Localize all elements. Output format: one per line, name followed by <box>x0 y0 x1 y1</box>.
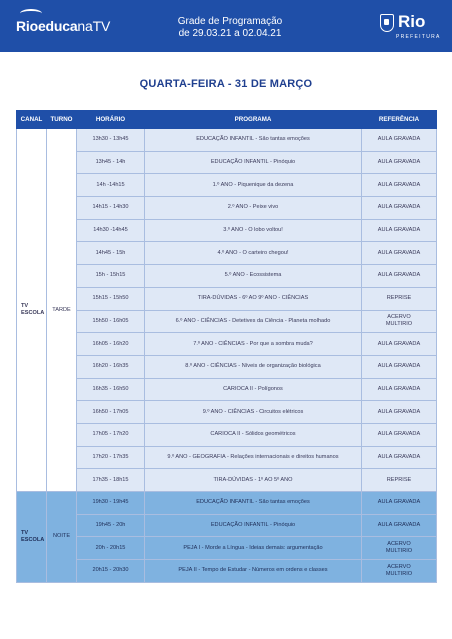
programa-cell: TIRA-DÚVIDAS - 6º AO 9º ANO - CIÊNCIAS <box>145 287 362 310</box>
turno-cell: TARDE <box>47 129 77 492</box>
horario-cell: 17h35 - 18h15 <box>77 469 145 492</box>
referencia-line1: ACERVO <box>387 563 411 570</box>
table-row <box>17 265 437 288</box>
logo-word: Rio <box>398 12 426 31</box>
referencia-line1: ACERVO <box>387 314 411 321</box>
horario-cell: 14h -14h15 <box>77 174 145 197</box>
programa-cell: PEJA I - Morde a Língua - Ideias demais: argumentação <box>145 537 362 560</box>
referencia-line1: AULA GRAVADA <box>377 363 421 370</box>
referencia-line1: AULA GRAVADA <box>377 272 421 279</box>
shield-icon <box>380 14 394 32</box>
referencia-cell <box>362 197 437 220</box>
programa-cell: CARIOCA II - Sólidos geométricos <box>145 423 362 446</box>
canal-line1: TV <box>21 529 29 536</box>
horario-cell: 15h50 - 16h05 <box>77 310 145 333</box>
horario-cell: 20h - 20h15 <box>77 537 145 560</box>
referencia-cell <box>362 219 437 242</box>
programa-cell: 4.º ANO - O carteiro chegou! <box>145 242 362 265</box>
referencia-line1: AULA GRAVADA <box>377 136 421 143</box>
header-horario: HORÁRIO <box>77 111 145 129</box>
table-row <box>17 423 437 446</box>
schedule-title <box>150 16 310 40</box>
referencia-cell <box>362 333 437 356</box>
table-row <box>17 492 437 515</box>
horario-cell: 16h20 - 16h35 <box>77 355 145 378</box>
programa-cell: EDUCAÇÃO INFANTIL - Pinóquio <box>145 151 362 174</box>
horario-cell: 14h45 - 15h <box>77 242 145 265</box>
referencia-line2: MULTIRIO <box>385 570 413 577</box>
table-row <box>17 401 437 424</box>
canal-cell <box>17 492 47 583</box>
programa-cell: 7.º ANO - CIÊNCIAS - Por que a sombra muda? <box>145 333 362 356</box>
table-row <box>17 560 437 583</box>
day-title: QUARTA-FEIRA - 31 DE MARÇO <box>139 78 313 90</box>
horario-cell: 13h45 - 14h <box>77 151 145 174</box>
referencia-cell <box>362 514 437 537</box>
header-referencia: REFERÊNCIA <box>362 111 437 129</box>
referencia-line1: AULA GRAVADA <box>377 249 421 256</box>
table-row <box>17 514 437 537</box>
table-row <box>17 469 437 492</box>
programa-cell: TIRA-DÚVIDAS - 1º AO 5º ANO <box>145 469 362 492</box>
programa-cell: EDUCAÇÃO INFANTIL - São tantas emoções <box>145 129 362 152</box>
programa-cell: 5.º ANO - Ecossistema <box>145 265 362 288</box>
referencia-cell <box>362 446 437 469</box>
referencia-line2: MULTIRIO <box>385 548 413 555</box>
table-row <box>17 537 437 560</box>
referencia-cell <box>362 151 437 174</box>
referencia-line1: AULA GRAVADA <box>377 385 421 392</box>
horario-cell: 14h30 -14h45 <box>77 219 145 242</box>
table-row <box>17 129 437 152</box>
brand-bold: Rioeduca <box>16 18 78 34</box>
schedule-table <box>16 110 437 583</box>
header-banner <box>0 0 452 52</box>
programa-cell: 3.º ANO - O lobo voltou! <box>145 219 362 242</box>
referencia-line1: ACERVO <box>387 541 411 548</box>
programa-cell: EDUCAÇÃO INFANTIL - Pinóquio <box>145 514 362 537</box>
turno-cell: NOITE <box>47 492 77 583</box>
table-row <box>17 174 437 197</box>
referencia-cell <box>362 537 437 560</box>
referencia-line1: REPRISE <box>386 295 412 302</box>
referencia-line1: AULA GRAVADA <box>377 522 421 529</box>
table-row <box>17 197 437 220</box>
programa-cell: 1.º ANO - Piquenique da dezena <box>145 174 362 197</box>
prefeitura-logo <box>380 12 440 42</box>
referencia-line2: MULTIRIO <box>385 321 413 328</box>
table-row <box>17 151 437 174</box>
referencia-line1: AULA GRAVADA <box>377 431 421 438</box>
horario-cell: 20h15 - 20h30 <box>77 560 145 583</box>
canal-line2: ESCOLA <box>21 310 45 316</box>
referencia-cell <box>362 492 437 515</box>
canal-cell <box>17 129 47 492</box>
horario-cell: 16h35 - 16h50 <box>77 378 145 401</box>
referencia-cell <box>362 378 437 401</box>
programa-cell: 8.º ANO - CIÊNCIAS - Níveis de organização biológica <box>145 355 362 378</box>
header-turno: TURNO <box>47 111 77 129</box>
table-row <box>17 242 437 265</box>
table-row <box>17 333 437 356</box>
table-row <box>17 310 437 333</box>
referencia-line1: AULA GRAVADA <box>377 204 421 211</box>
referencia-line1: AULA GRAVADA <box>377 340 421 347</box>
referencia-line1: AULA GRAVADA <box>377 227 421 234</box>
referencia-line1: AULA GRAVADA <box>377 408 421 415</box>
referencia-cell <box>362 423 437 446</box>
canal-line2: ESCOLA <box>21 536 45 543</box>
horario-cell: 15h - 15h15 <box>77 265 145 288</box>
brand-light: naTV <box>77 18 111 34</box>
referencia-line1: REPRISE <box>386 476 412 483</box>
table-header-row <box>17 111 437 129</box>
referencia-cell <box>362 355 437 378</box>
programa-cell: 2.º ANO - Peixe vivo <box>145 197 362 220</box>
table-row <box>17 219 437 242</box>
programa-cell: 9.º ANO - GEOGRAFIA - Relações internacionais e direitos humanos <box>145 446 362 469</box>
canal-line1: TV <box>21 303 29 309</box>
brand-logo <box>16 18 110 34</box>
horario-cell: 15h15 - 15h50 <box>77 287 145 310</box>
horario-cell: 19h45 - 20h <box>77 514 145 537</box>
brand-arc-icon <box>20 9 42 18</box>
referencia-cell <box>362 310 437 333</box>
referencia-cell <box>362 469 437 492</box>
logo-subtitle: PREFEITURA <box>396 34 441 40</box>
programa-cell: PEJA II - Tempo de Estudar - Números em ordens e classes <box>145 560 362 583</box>
referencia-line1: AULA GRAVADA <box>377 181 421 188</box>
referencia-cell <box>362 287 437 310</box>
referencia-cell <box>362 560 437 583</box>
programa-cell: EDUCAÇÃO INFANTIL - São tantas emoções <box>145 492 362 515</box>
referencia-line1: AULA GRAVADA <box>377 159 421 166</box>
programa-cell: 6.º ANO - CIÊNCIAS - Detetives da Ciência - Planeta molhado <box>145 310 362 333</box>
horario-cell: 13h30 - 13h45 <box>77 129 145 152</box>
referencia-cell <box>362 174 437 197</box>
horario-cell: 17h05 - 17h20 <box>77 423 145 446</box>
referencia-cell <box>362 401 437 424</box>
table-row <box>17 446 437 469</box>
programa-cell: 9.º ANO - CIÊNCIAS - Circuitos elétricos <box>145 401 362 424</box>
programa-cell: CARIOCA II - Polígonos <box>145 378 362 401</box>
referencia-cell <box>362 129 437 152</box>
schedule-title-line1: Grade de Programação <box>177 16 283 27</box>
referencia-cell <box>362 242 437 265</box>
horario-cell: 16h50 - 17h05 <box>77 401 145 424</box>
referencia-line1: AULA GRAVADA <box>377 499 421 506</box>
referencia-cell <box>362 265 437 288</box>
noite-section <box>17 492 437 583</box>
horario-cell: 19h30 - 19h45 <box>77 492 145 515</box>
table-row <box>17 355 437 378</box>
horario-cell: 17h20 - 17h35 <box>77 446 145 469</box>
table-row <box>17 287 437 310</box>
header-programa: PROGRAMA <box>145 111 362 129</box>
table-row <box>17 378 437 401</box>
schedule-title-line2: de 29.03.21 a 02.04.21 <box>178 28 282 39</box>
header-canal: CANAL <box>17 111 47 129</box>
horario-cell: 16h05 - 16h20 <box>77 333 145 356</box>
referencia-line1: AULA GRAVADA <box>377 453 421 460</box>
horario-cell: 14h15 - 14h30 <box>77 197 145 220</box>
tarde-section <box>17 129 437 492</box>
